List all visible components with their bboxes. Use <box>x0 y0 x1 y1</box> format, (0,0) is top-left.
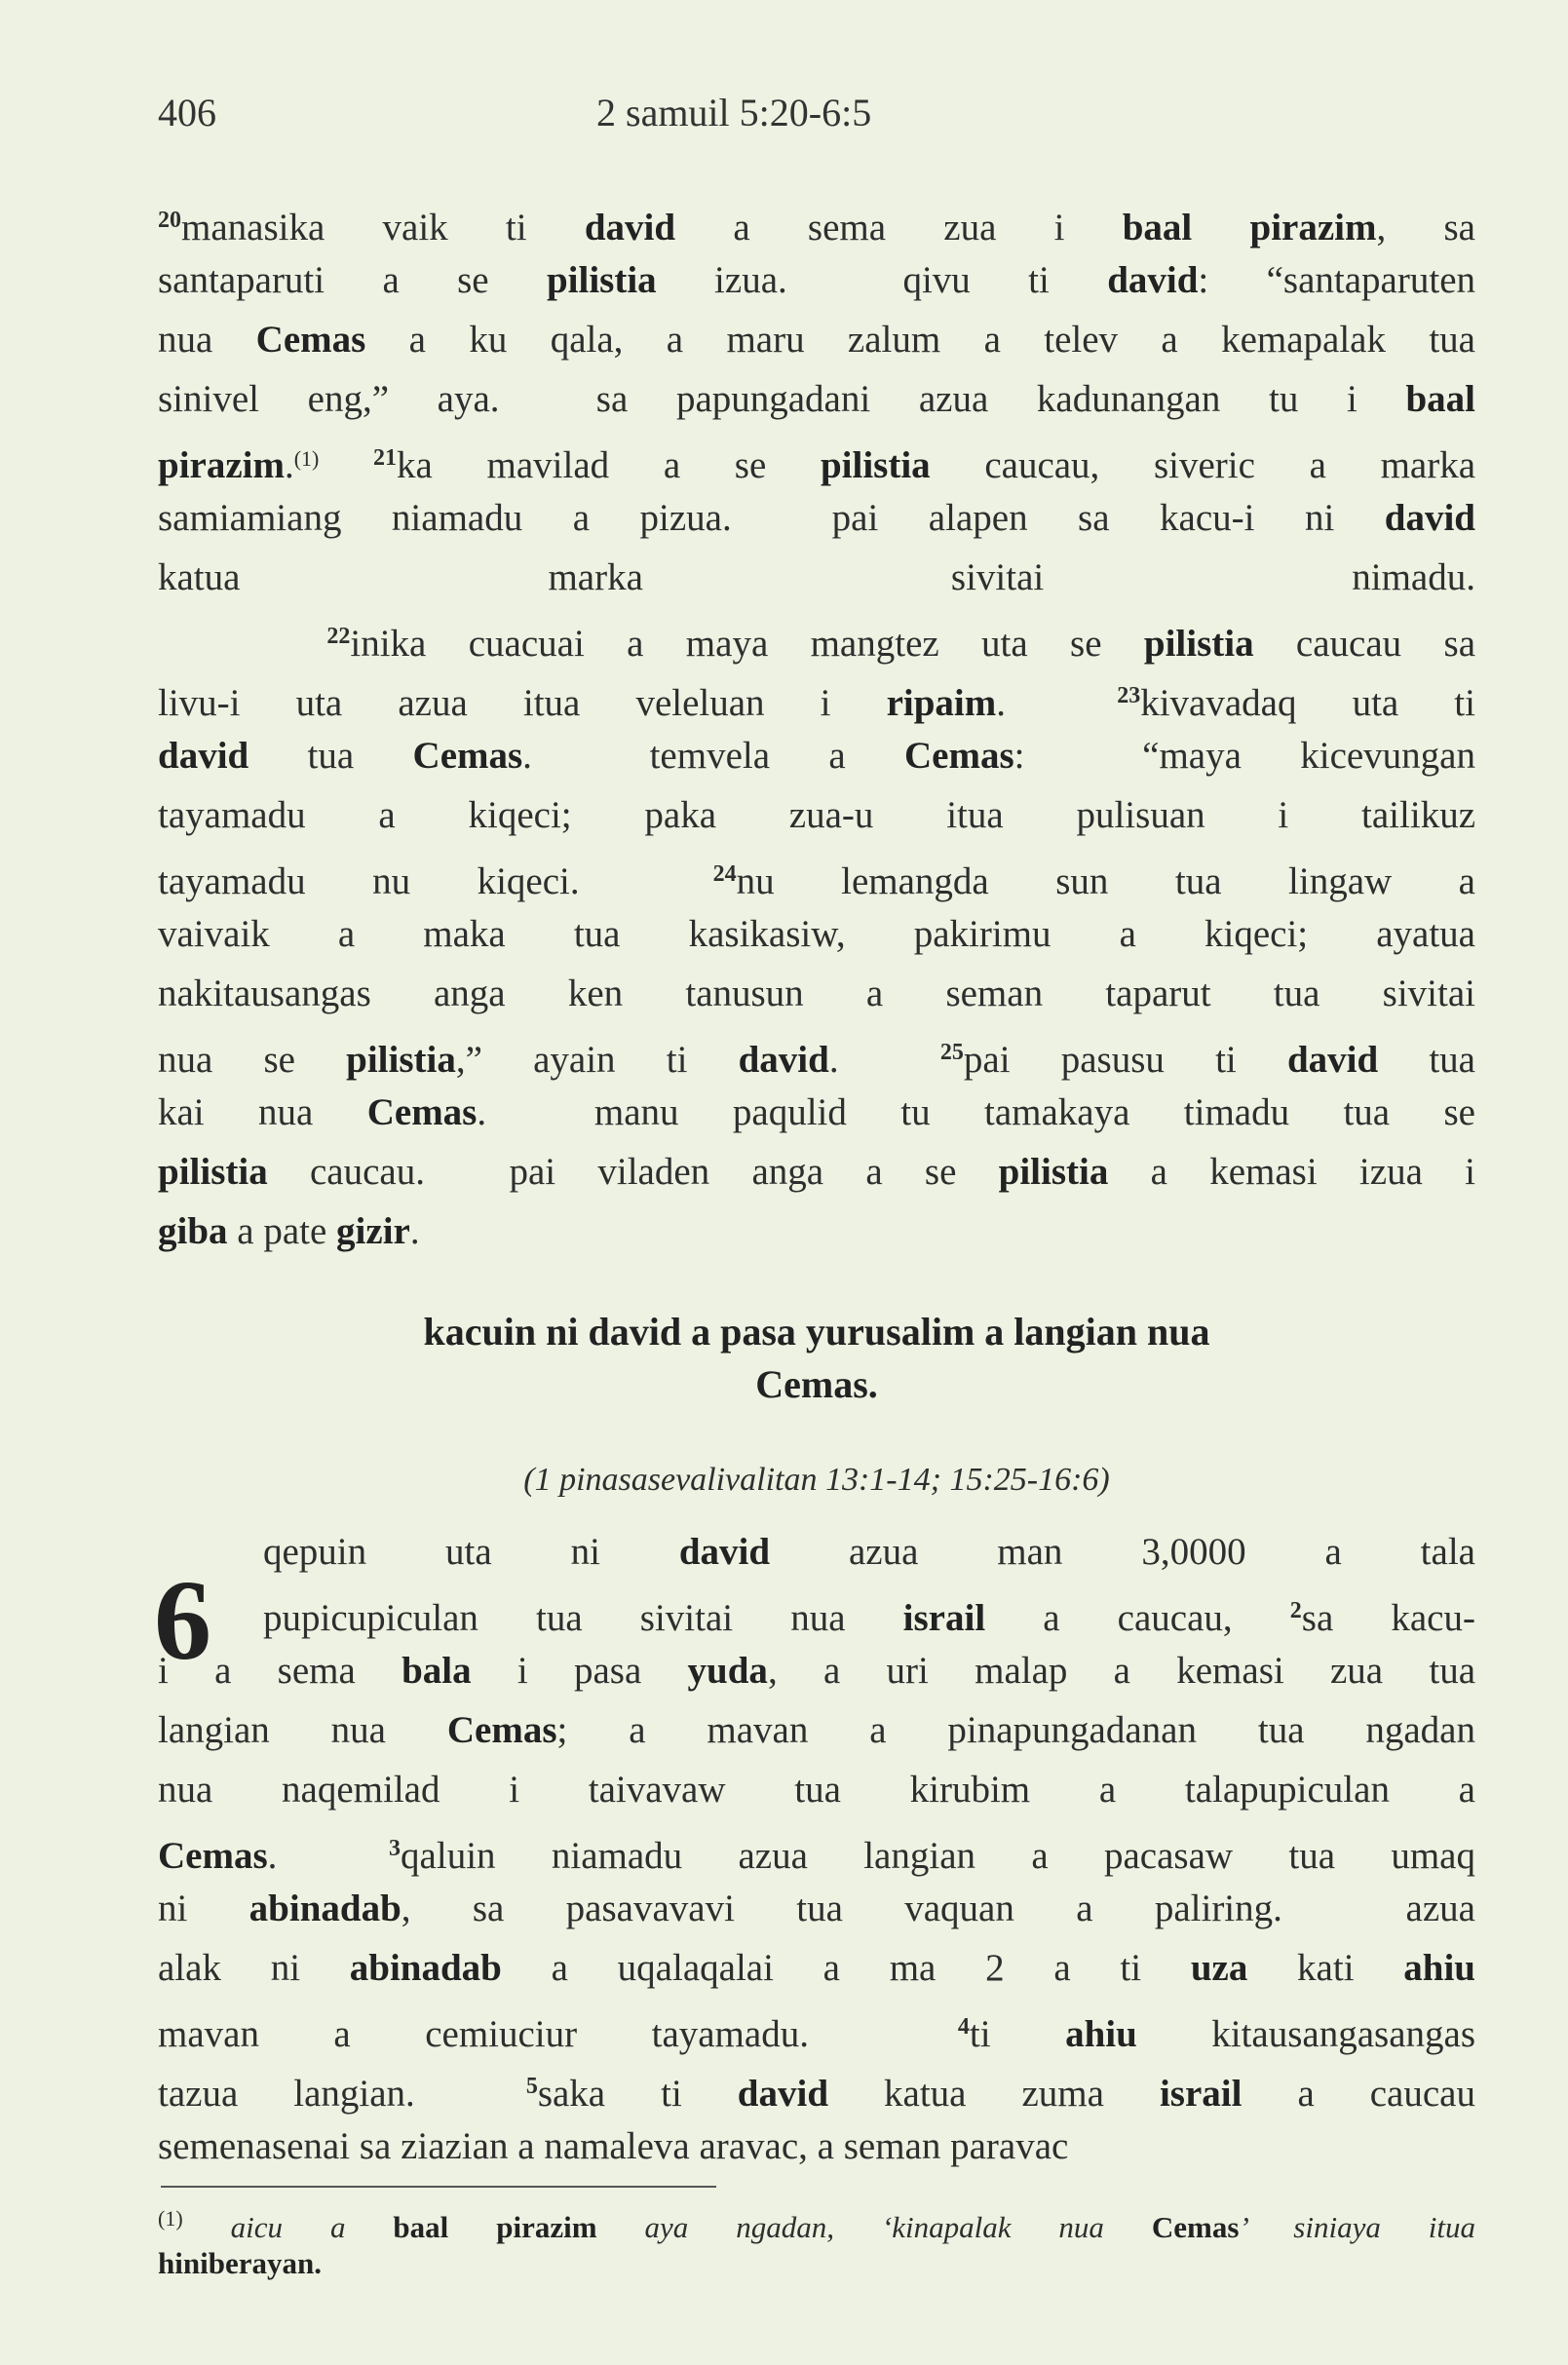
chapter-number: 6 <box>154 1556 211 1684</box>
text-segment: caucau. pai viladen anga a se <box>267 1151 999 1193</box>
text-segment: caucau sa <box>1253 623 1475 665</box>
text-line <box>158 548 1475 607</box>
verse-number: 24 <box>712 861 737 887</box>
text-line <box>158 845 1475 904</box>
text-segment: inika cuacuai a maya mangtez uta se <box>350 623 1144 665</box>
text-line <box>158 964 1475 1023</box>
chapter-6-verses <box>158 1522 1475 2176</box>
text-line <box>158 2241 1475 2286</box>
text-segment: mavan a cemiuciur tayamadu. <box>158 2013 958 2055</box>
text-segment: tazua langian. <box>158 2073 526 2115</box>
bold-term: abinadab <box>249 1888 402 1929</box>
text-segment: azua man 3,0000 a tala <box>770 1531 1475 1573</box>
text-segment: . <box>267 1835 390 1877</box>
text-segment: tua <box>249 735 413 777</box>
bold-term: giba <box>158 1210 228 1252</box>
text-segment: caucau, siveric a marka <box>930 444 1476 486</box>
text-line <box>158 1202 1475 1261</box>
text-segment: saka ti <box>537 2073 738 2115</box>
text-line <box>158 1083 1475 1142</box>
bold-term: pilistia <box>820 444 931 486</box>
verse-number: 5 <box>525 2074 538 2099</box>
text-segment: tayamadu a kiqeci; paka zua-u itua pulisuan i tailikuz <box>158 794 1475 836</box>
text-segment: i a sema <box>158 1650 402 1692</box>
text-line <box>158 1998 1475 2057</box>
verse-number: 25 <box>939 1040 964 1065</box>
bold-term: bala <box>402 1650 472 1692</box>
text-line <box>158 2117 1475 2176</box>
verse-number: 3 <box>389 1836 402 1861</box>
text-segment: kai nua <box>158 1091 367 1133</box>
text-segment: ka mavilad a se <box>397 444 821 486</box>
text-segment: semenasenai sa ziazian a namaleva aravac, a seman paravac <box>158 2125 1069 2167</box>
text-segment: a pate <box>227 1210 337 1252</box>
text-segment: pupicupiculan tua sivitai nua <box>263 1597 903 1639</box>
text-segment: . manu paqulid tu tamakaya timadu tua se <box>477 1091 1475 1133</box>
bold-term: Cemas <box>446 1709 557 1751</box>
text-segment: a kemasi izua i <box>1108 1151 1475 1193</box>
text-segment: a uqalaqalai a ma 2 a ti <box>501 1947 1191 1989</box>
text-segment: . <box>828 1039 940 1081</box>
text-segment: a caucau, <box>985 1597 1290 1639</box>
text-segment: izua. qivu ti <box>656 259 1108 301</box>
text-segment: sinivel eng,” aya. sa papungadani azua kadunangan tu i <box>158 378 1406 420</box>
text-segment: qaluin niamadu azua langian a pacasaw tua umaq <box>401 1835 1475 1877</box>
verses-5-20-25 <box>158 191 1475 1261</box>
bold-term: gizir <box>336 1210 410 1252</box>
text-segment: i pasa <box>471 1650 688 1692</box>
section-heading <box>158 1306 1475 1411</box>
text-line <box>158 1700 1475 1760</box>
bold-term: david <box>737 2073 829 2115</box>
footnote <box>158 2196 1475 2286</box>
text-segment: livu-i uta azua itua veleluan i <box>158 682 887 724</box>
bold-term: ahiu <box>1065 2013 1137 2055</box>
bold-term: pilistia <box>1143 623 1254 665</box>
text-segment: santaparuti a se <box>158 259 547 301</box>
text-segment: alak ni <box>158 1947 350 1989</box>
bold-term: david <box>1107 259 1199 301</box>
text-segment <box>183 2210 231 2244</box>
text-segment: a caucau <box>1242 2073 1475 2115</box>
text-line <box>158 2057 1475 2117</box>
cross-reference: (1 pinasasevalivalitan 13:1-14; 15:25-16:6) <box>523 1462 1110 1498</box>
text-segment: tayamadu nu kiqeci. <box>158 860 713 902</box>
bold-term: Cemas <box>158 1835 268 1877</box>
bold-term: david <box>158 735 249 777</box>
text-line <box>158 607 1475 667</box>
bold-term: david <box>1286 1039 1379 1081</box>
text-segment: aicu a <box>230 2210 394 2244</box>
text-line <box>158 904 1475 964</box>
bold-term: baal pirazim <box>393 2210 597 2244</box>
text-line <box>158 785 1475 845</box>
text-segment: ’ siniaya itua <box>1239 2210 1476 2244</box>
text-segment: ti <box>969 2013 1066 2055</box>
text-line <box>158 726 1475 785</box>
text-line <box>158 1938 1475 1998</box>
text-segment: nua <box>158 319 256 361</box>
text-line <box>158 1023 1475 1083</box>
text-segment: , sa <box>1376 207 1475 248</box>
verse-number: 21 <box>373 445 398 471</box>
bold-term: israil <box>902 1597 986 1639</box>
text-segment: ni <box>158 1888 249 1929</box>
text-segment: . <box>996 682 1118 724</box>
bold-term: pilistia <box>158 1151 268 1193</box>
text-segment: tua <box>1378 1039 1475 1081</box>
text-segment: katua marka sivitai nimadu. <box>158 556 1475 598</box>
text-segment: nu lemangda sun tua lingaw a <box>736 860 1475 902</box>
bold-term: pilistia <box>998 1151 1109 1193</box>
section-heading-line1: kacuin ni david a pasa yurusalim a langian nua <box>423 1310 1210 1354</box>
text-segment: . <box>284 444 294 486</box>
text-segment: , sa pasavavavi tua vaquan a paliring. azua <box>401 1888 1475 1929</box>
text-segment: nakitausangas anga ken tanusun a seman taparut tua sivitai <box>158 973 1475 1014</box>
text-line <box>158 191 1475 250</box>
text-line <box>158 250 1475 310</box>
page-number: 406 <box>158 91 216 134</box>
section-heading-line2: Cemas. <box>755 1362 878 1406</box>
bold-term: Cemas <box>904 735 1014 777</box>
text-segment: a ku qala, a maru zalum a telev a kemapalak tua <box>365 319 1475 361</box>
bold-term: david <box>738 1039 829 1081</box>
verse-number: 2 <box>1289 1598 1302 1623</box>
text-line <box>158 1582 1475 1641</box>
bold-term: Cemas <box>366 1091 478 1133</box>
bold-term: david <box>1384 497 1475 539</box>
text-segment: : “maya kicevungan <box>1013 735 1475 777</box>
text-segment: aya ngadan, ‘kinapalak nua <box>596 2210 1152 2244</box>
bold-term: ahiu <box>1403 1947 1475 1989</box>
text-line <box>158 310 1475 369</box>
bold-term: david <box>678 1531 771 1573</box>
verse-number: 22 <box>326 624 351 649</box>
bold-term: ripaim <box>886 682 997 724</box>
text-line <box>158 369 1475 429</box>
bold-term: israil <box>1159 2073 1243 2115</box>
text-segment: qepuin uta ni <box>263 1531 679 1573</box>
bold-term: hiniberayan. <box>158 2246 322 2280</box>
bold-term: Cemas <box>255 319 366 361</box>
text-segment: ; a mavan a pinapungadanan tua ngadan <box>556 1709 1475 1751</box>
text-segment: : “santaparuten <box>1198 259 1476 301</box>
text-segment: kivavadaq uta ti <box>1140 682 1475 724</box>
text-line <box>158 1522 1475 1582</box>
bold-term: Cemas <box>1151 2210 1240 2244</box>
text-line <box>158 1760 1475 1819</box>
bold-term: pilistia <box>546 259 657 301</box>
text-segment: kati <box>1247 1947 1404 1989</box>
bold-term: baal pirazim <box>1122 207 1377 248</box>
text-line <box>158 429 1475 488</box>
text-line <box>158 1819 1475 1879</box>
text-segment: , a uri malap a kemasi zua tua <box>767 1650 1476 1692</box>
text-segment: katua zuma <box>828 2073 1160 2115</box>
text-line <box>158 1641 1475 1700</box>
verse-number: 4 <box>957 2014 970 2040</box>
text-segment: (1) <box>293 446 320 471</box>
text-line <box>158 667 1475 726</box>
bold-term: abinadab <box>349 1947 502 1989</box>
verse-number: 20 <box>158 208 181 233</box>
text-line <box>158 1142 1475 1202</box>
text-segment: (1) <box>158 2206 183 2231</box>
text-segment: samiamiang niamadu a pizua. pai alapen sa kacu-i ni <box>158 497 1385 539</box>
bold-term: pilistia <box>346 1039 456 1081</box>
text-segment: ,” ayain ti <box>455 1039 739 1081</box>
text-segment: . <box>409 1210 420 1252</box>
text-segment <box>158 623 326 665</box>
bold-term: yuda <box>687 1650 768 1692</box>
verse-number: 23 <box>1117 683 1141 708</box>
text-segment: langian nua <box>158 1709 447 1751</box>
text-segment: pai pasusu ti <box>963 1039 1287 1081</box>
text-segment: nua naqemilad i taivavaw tua kirubim a talapupiculan a <box>158 1769 1475 1811</box>
text-line <box>158 488 1475 548</box>
text-segment: nua se <box>158 1039 347 1081</box>
text-segment: a sema zua i <box>675 207 1123 248</box>
text-line <box>158 1879 1475 1938</box>
bold-term: pirazim <box>158 444 285 486</box>
text-segment <box>319 444 373 486</box>
bold-term: baal <box>1405 378 1475 420</box>
bold-term: david <box>584 207 676 248</box>
bold-term: Cemas <box>412 735 523 777</box>
text-segment: vaivaik a maka tua kasikasiw, pakirimu a kiqeci; ayatua <box>158 913 1475 955</box>
text-segment: sa kacu- <box>1301 1597 1475 1639</box>
text-segment: . temvela a <box>522 735 904 777</box>
footnote-divider <box>161 2186 716 2188</box>
running-title: 2 samuil 5:20-6:5 <box>596 91 872 134</box>
text-line <box>158 2196 1476 2244</box>
bold-term: uza <box>1190 1947 1248 1989</box>
text-segment: manasika vaik ti <box>181 207 585 248</box>
text-segment: kitausangasangas <box>1136 2013 1476 2055</box>
